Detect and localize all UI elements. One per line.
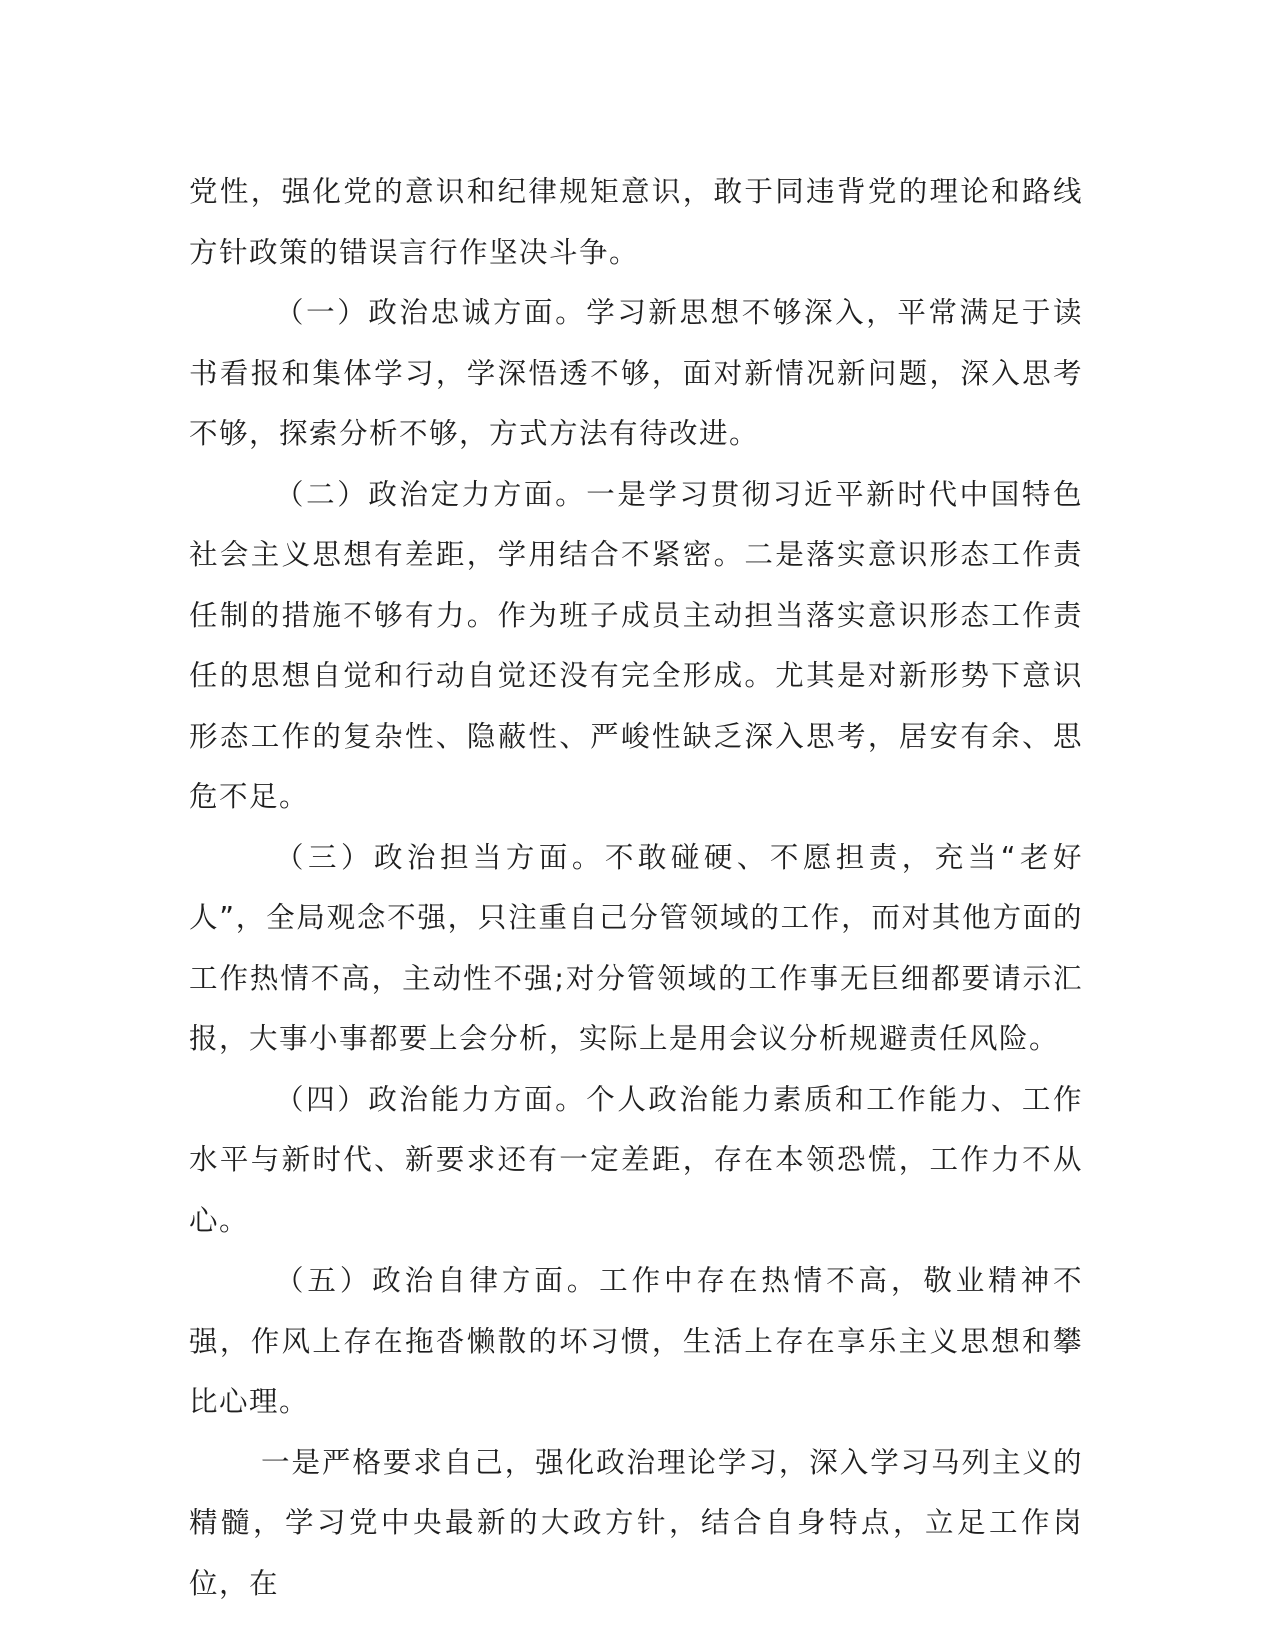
paragraph-political-stability: （二）政治定力方面。一是学习贯彻习近平新时代中国特色社会主义思想有差距，学用结合不紧密。二是落实意识形态工作责任制的措施不够有力。作为班子成员主动担当落实意识形态工作责任的思想自觉和行动自觉还没有完全形成。尤其是对新形势下意识形态工作的复杂性、隐蔽性、严峻性缺乏深入思考，居安有余、思危不足。 [189,477,1083,813]
paragraph-political-self-discipline: （五）政治自律方面。工作中存在热情不高，敬业精神不强，作风上存在拖沓懒散的坏习惯，生活上存在享乐主义思想和攀比心理。 [189,1264,1083,1418]
paragraph-continuation: 党性，强化党的意识和纪律规矩意识，敢于同违背党的理论和路线方针政策的错误言行作坚决斗争。 [189,175,1083,269]
document-body [189,162,1083,1614]
paragraph-political-loyalty: （一）政治忠诚方面。学习新思想不够深入，平常满足于读书看报和集体学习，学深悟透不够，面对新情况新问题，深入思考不够，探索分析不够，方式方法有待改进。 [189,296,1083,450]
paragraph-political-responsibility: （三）政治担当方面。不敢碰硬、不愿担责，充当“老好人”，全局观念不强，只注重自己分管领域的工作，而对其他方面的工作热情不高，主动性不强;对分管领域的工作事无巨细都要请示汇报，大事小事都要上会分析，实际上是用会议分析规避责任风险。 [189,840,1083,1055]
paragraph-political-ability: （四）政治能力方面。个人政治能力素质和工作能力、工作水平与新时代、新要求还有一定差距，存在本领恐慌，工作力不从心。 [189,1082,1083,1237]
paragraph-measure-one: 一是严格要求自己，强化政治理论学习，深入学习马列主义的精髓，学习党中央最新的大政方针，结合自身特点，立足工作岗位，在 [189,1445,1083,1600]
